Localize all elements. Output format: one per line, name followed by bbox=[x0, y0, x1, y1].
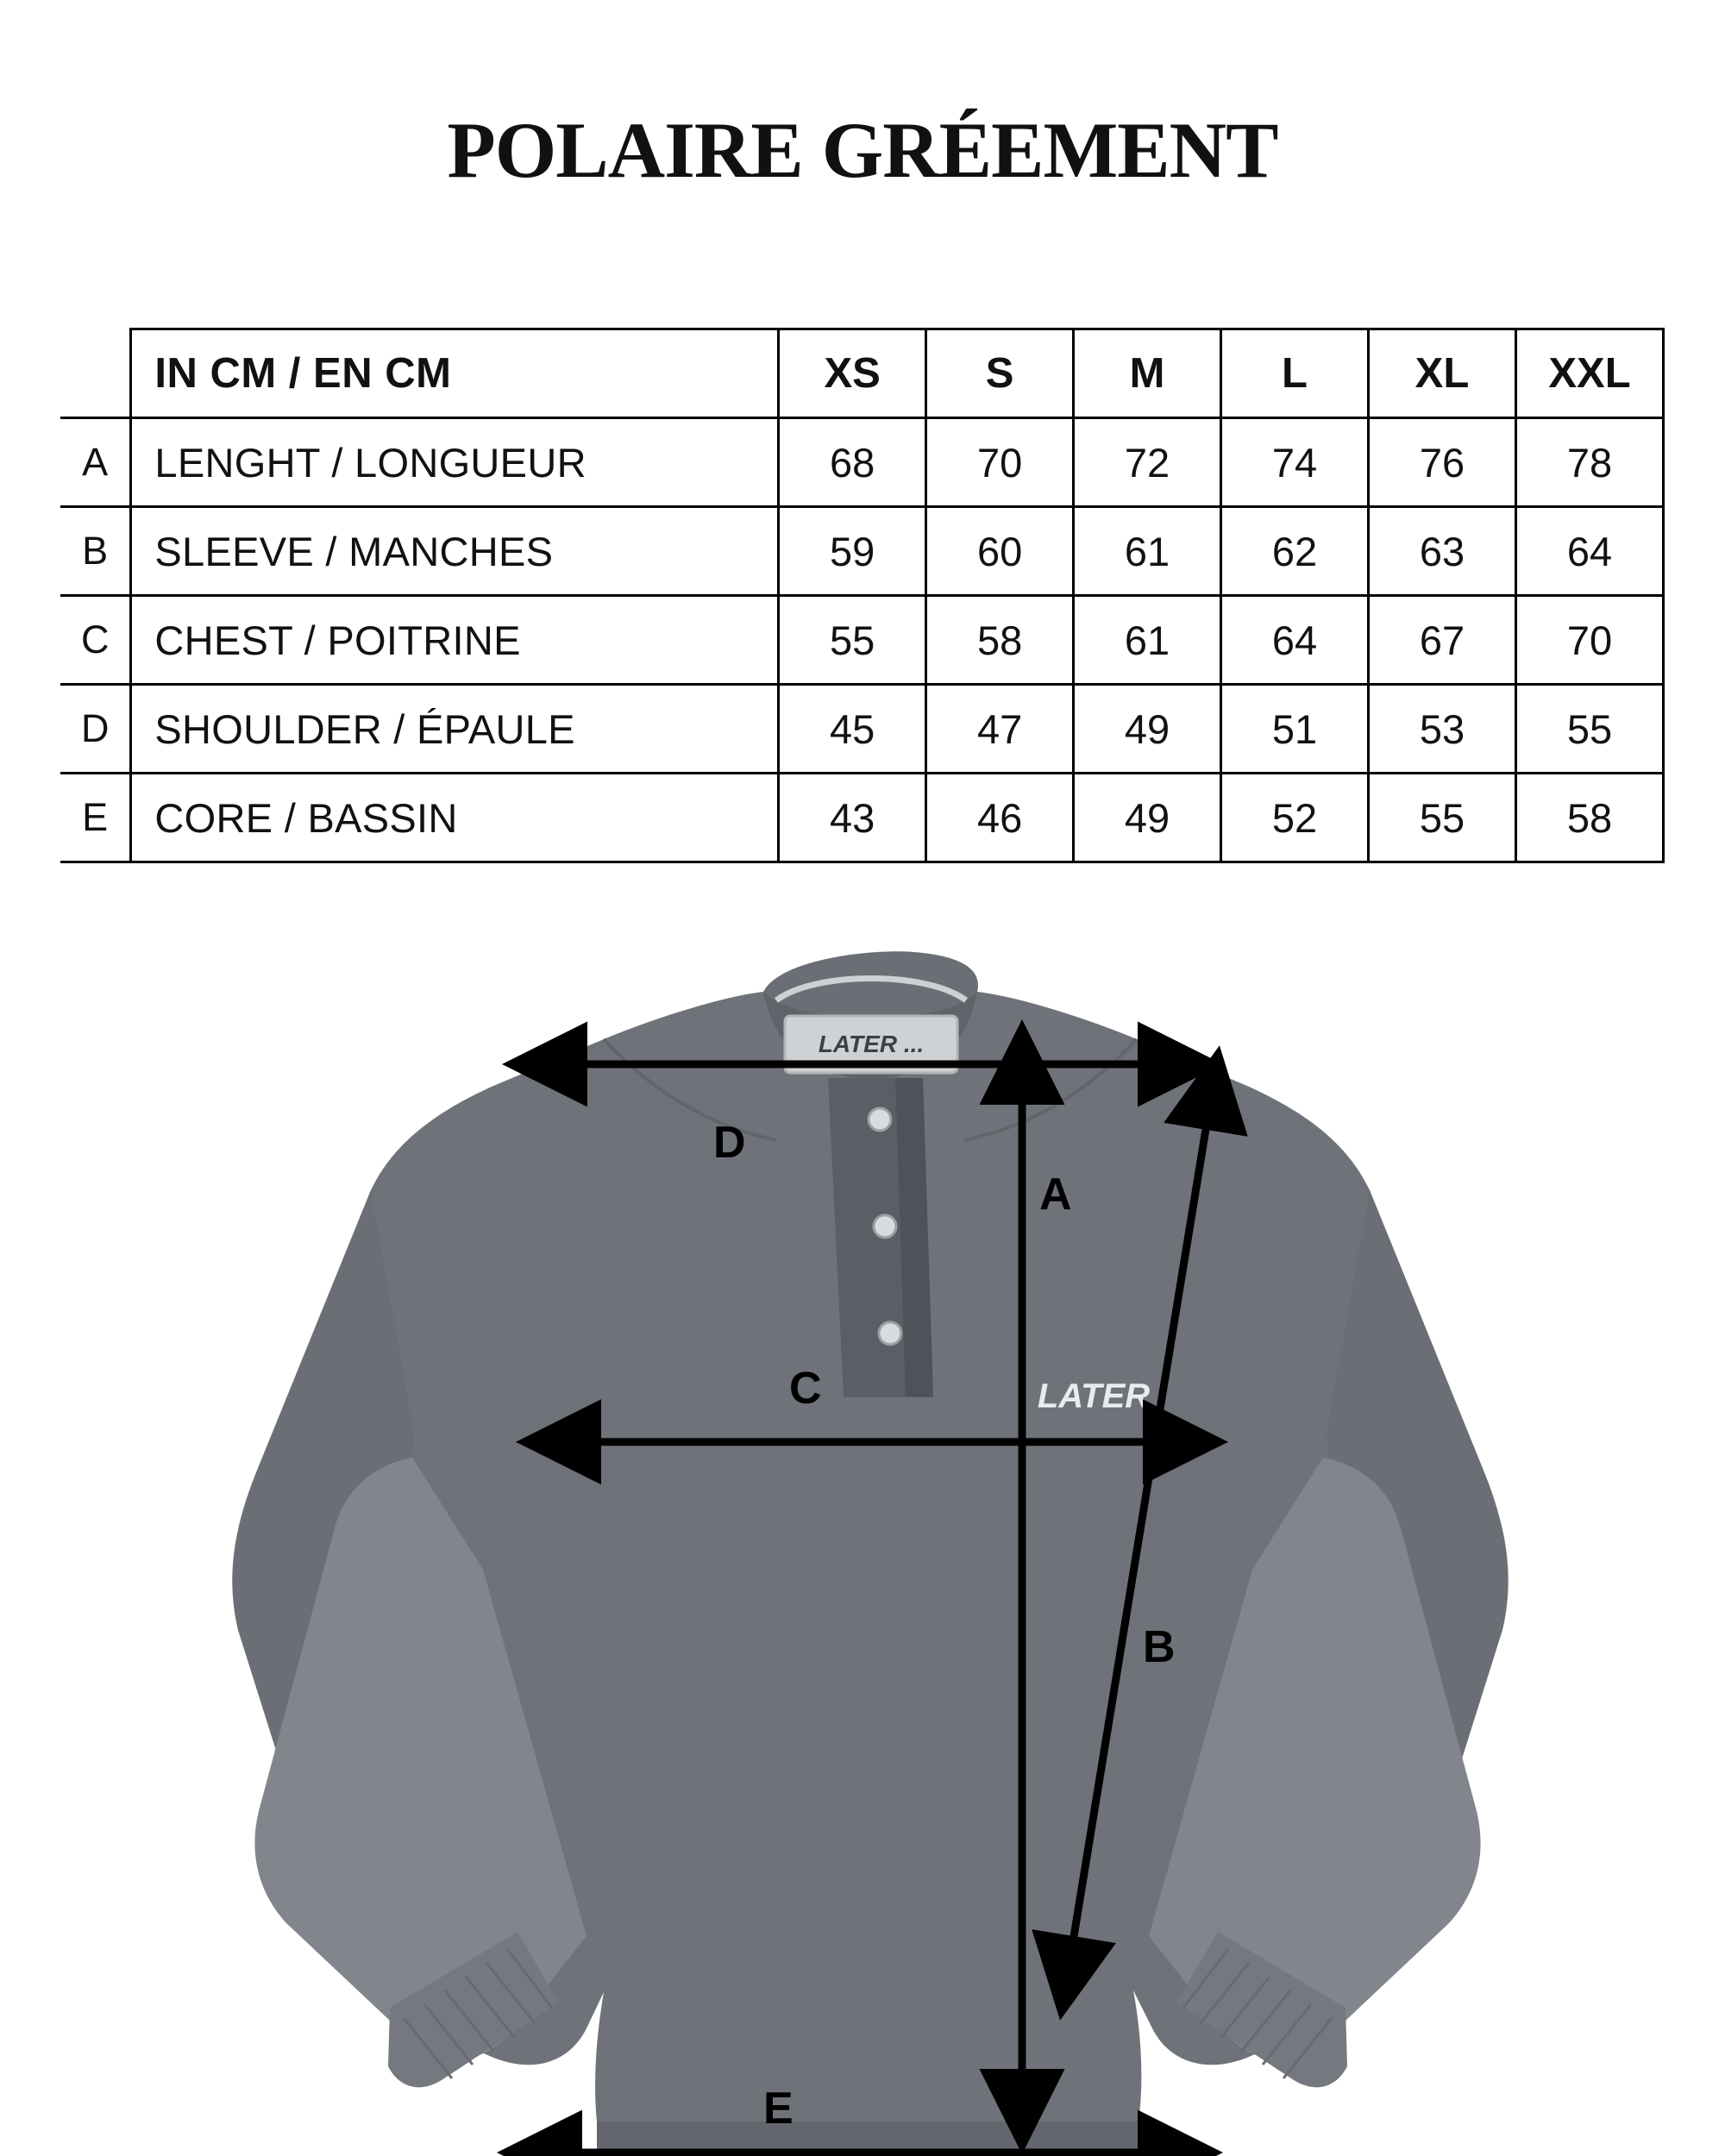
cell-e-l: 52 bbox=[1221, 774, 1369, 862]
snap-button-2 bbox=[874, 1215, 896, 1238]
garment-svg bbox=[0, 914, 1725, 2156]
cell-a-l: 74 bbox=[1221, 418, 1369, 507]
cell-c-xl: 67 bbox=[1369, 596, 1516, 685]
cell-b-l: 62 bbox=[1221, 507, 1369, 596]
cell-e-xs: 43 bbox=[779, 774, 926, 862]
row-label-sleeve: SLEEVE / MANCHES bbox=[131, 507, 779, 596]
header-letter-spacer bbox=[60, 329, 131, 418]
cell-b-xl: 63 bbox=[1369, 507, 1516, 596]
measure-label-c: C bbox=[789, 1363, 822, 1413]
cell-c-s: 58 bbox=[926, 596, 1074, 685]
row-letter-e: E bbox=[60, 774, 131, 862]
row-label-shoulder: SHOULDER / ÉPAULE bbox=[131, 685, 779, 774]
row-label-chest: CHEST / POITRINE bbox=[131, 596, 779, 685]
cell-c-m: 61 bbox=[1074, 596, 1221, 685]
snap-button-1 bbox=[869, 1108, 891, 1131]
header-size-xs: XS bbox=[779, 329, 926, 418]
row-label-length: LENGHT / LONGUEUR bbox=[131, 418, 779, 507]
header-size-xl: XL bbox=[1369, 329, 1516, 418]
neck-label-text: LATER ... bbox=[818, 1031, 925, 1057]
row-letter-a: A bbox=[60, 418, 131, 507]
cell-d-s: 47 bbox=[926, 685, 1074, 774]
measure-label-e: E bbox=[763, 2084, 794, 2134]
table-body bbox=[60, 418, 1664, 862]
row-letter-d: D bbox=[60, 685, 131, 774]
table-header-row bbox=[60, 329, 1664, 418]
snap-button-3 bbox=[879, 1322, 901, 1344]
cell-e-s: 46 bbox=[926, 774, 1074, 862]
measure-label-a: A bbox=[1039, 1169, 1072, 1219]
table-header bbox=[60, 329, 1664, 418]
table-row bbox=[60, 685, 1664, 774]
cell-b-m: 61 bbox=[1074, 507, 1221, 596]
measure-label-b: B bbox=[1143, 1622, 1176, 1672]
cell-d-xxl: 55 bbox=[1515, 685, 1663, 774]
cell-a-xs: 68 bbox=[779, 418, 926, 507]
cell-a-xl: 76 bbox=[1369, 418, 1516, 507]
cell-b-xxl: 64 bbox=[1515, 507, 1663, 596]
cell-d-m: 49 bbox=[1074, 685, 1221, 774]
row-letter-c: C bbox=[60, 596, 131, 685]
cell-c-xxl: 70 bbox=[1515, 596, 1663, 685]
measure-label-d: D bbox=[713, 1118, 746, 1168]
cell-e-xxl: 58 bbox=[1515, 774, 1663, 862]
cell-d-xl: 53 bbox=[1369, 685, 1516, 774]
row-letter-b: B bbox=[60, 507, 131, 596]
cell-e-xl: 55 bbox=[1369, 774, 1516, 862]
table-row bbox=[60, 507, 1664, 596]
cell-d-l: 51 bbox=[1221, 685, 1369, 774]
table-row bbox=[60, 774, 1664, 862]
table-row bbox=[60, 596, 1664, 685]
cell-a-xxl: 78 bbox=[1515, 418, 1663, 507]
size-chart-table bbox=[60, 328, 1665, 863]
page-title: POLAIRE GRÉEMENT bbox=[447, 106, 1278, 194]
cell-b-xs: 59 bbox=[779, 507, 926, 596]
cell-a-m: 72 bbox=[1074, 418, 1221, 507]
row-label-core: CORE / BASSIN bbox=[131, 774, 779, 862]
cell-c-xs: 55 bbox=[779, 596, 926, 685]
header-units-label: IN CM / EN CM bbox=[131, 329, 779, 418]
size-chart-table-wrapper bbox=[60, 328, 1665, 863]
cell-b-s: 60 bbox=[926, 507, 1074, 596]
chest-logo-text: LATER bbox=[1037, 1377, 1151, 1415]
table-row bbox=[60, 418, 1664, 507]
hem-band bbox=[597, 2122, 1138, 2149]
fleece-pullover-graphic bbox=[232, 951, 1508, 2149]
header-size-xxl: XXL bbox=[1515, 329, 1663, 418]
header-size-s: S bbox=[926, 329, 1074, 418]
header-size-l: L bbox=[1221, 329, 1369, 418]
cell-a-s: 70 bbox=[926, 418, 1074, 507]
cell-d-xs: 45 bbox=[779, 685, 926, 774]
garment-illustration bbox=[0, 914, 1725, 2156]
cell-e-m: 49 bbox=[1074, 774, 1221, 862]
cell-c-l: 64 bbox=[1221, 596, 1369, 685]
header-size-m: M bbox=[1074, 329, 1221, 418]
